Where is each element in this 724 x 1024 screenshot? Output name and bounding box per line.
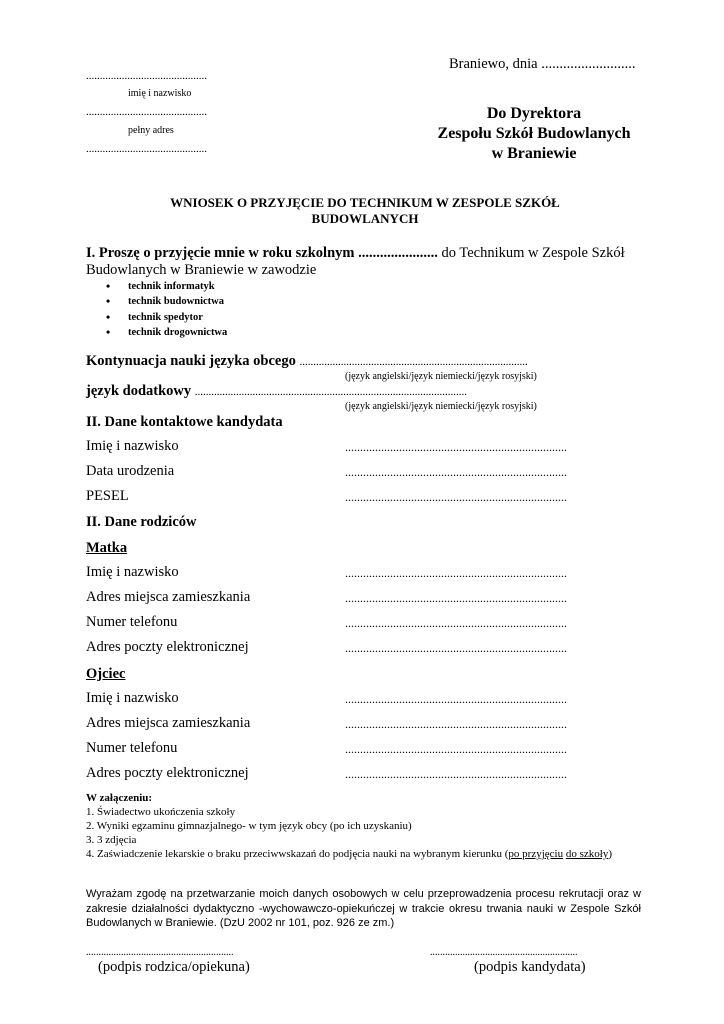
attachments-heading: W załączeniu: xyxy=(86,792,153,804)
candidate-signature-label: (podpis kandydata) xyxy=(474,959,586,975)
address-dots-2[interactable]: ............................................ xyxy=(86,143,207,155)
place-date: Braniewo, dnia .......................... xyxy=(449,56,636,72)
candidate-signature-dots[interactable]: ........................................................... xyxy=(430,947,578,958)
attachment-item-4-text: 4. Zaświadczenie lekarskie o braku przeciwwskazań do podjęcia nauki na wybranym kierunku ( xyxy=(86,848,509,860)
father-address-field[interactable]: .......................................................................... xyxy=(345,717,567,731)
consent-text: Wyrażam zgodę na przetwarzanie moich danych osobowych w celu przeprowadzenia procesu rekrutacji oraz w zakresie działalności dydaktyczno -wychowawczo-opiekuńczej w trakcie okresu trwania nauki w Zespole Szkół Budowlanych w Braniewie. (DzU 2002 nr 101, poz. 926 ze zm.) xyxy=(86,888,641,929)
mother-name-field[interactable]: .......................................................................... xyxy=(345,566,567,580)
addressee xyxy=(400,104,668,164)
attachment-item-4-close: ) xyxy=(608,848,613,860)
mother-phone-field[interactable]: .......................................................................... xyxy=(345,616,567,630)
parents-heading: II. Dane rodziców xyxy=(86,514,197,530)
father-heading: Ojciec xyxy=(86,666,126,682)
candidate-birthdate-field[interactable]: .......................................................................... xyxy=(345,465,567,479)
mother-address-label: Adres miejsca zamieszkania xyxy=(86,589,251,605)
father-email-label: Adres poczty elektronicznej xyxy=(86,765,249,781)
addressee-line-1: Do Dyrektora xyxy=(486,105,582,122)
section-1-line-2: Budowlanych w Braniewie w zawodzie xyxy=(86,262,317,278)
address-label: pełny adres xyxy=(128,125,174,136)
attachment-item-4-underline-1: po przyjęciu xyxy=(508,848,564,860)
candidate-name-label: Imię i nazwisko xyxy=(86,438,179,454)
language-additional-row xyxy=(86,383,467,400)
language-continuation-hint: (język angielski/język niemiecki/język rosyjski) xyxy=(345,371,537,382)
profession-item[interactable]: • technik spedytor xyxy=(128,310,227,325)
section-1-rest: do Technikum w Zespole Szkół xyxy=(437,245,625,261)
candidate-name-field[interactable]: .......................................................................... xyxy=(345,440,567,454)
candidate-heading: II. Dane kontaktowe kandydata xyxy=(86,414,283,430)
profession-item[interactable]: • technik budownictwa xyxy=(128,294,227,309)
mother-email-field[interactable]: .......................................................................... xyxy=(345,641,567,655)
profession-item[interactable]: • technik drogownictwa xyxy=(128,325,227,340)
mother-heading: Matka xyxy=(86,540,128,556)
language-additional-hint: (język angielski/język niemiecki/język rosyjski) xyxy=(345,401,537,412)
father-name-label: Imię i nazwisko xyxy=(86,690,179,706)
language-continuation-label: Kontynuacja nauki języka obcego xyxy=(86,353,296,369)
attachments xyxy=(86,791,641,861)
attachment-item-4-underline-2: do szkoły xyxy=(565,848,609,860)
name-label: imię i nazwisko xyxy=(128,88,192,99)
attachment-item: 3. 3 zdjęcia xyxy=(86,834,137,846)
parent-signature-dots[interactable]: ........................................................... xyxy=(86,947,234,958)
document-title xyxy=(86,195,644,227)
father-name-field[interactable]: .......................................................................... xyxy=(345,692,567,706)
title-line-2: BUDOWLANYCH xyxy=(311,211,419,226)
father-phone-field[interactable]: .......................................................................... xyxy=(345,742,567,756)
address-dots[interactable]: ............................................ xyxy=(86,106,207,118)
title-line-1: WNIOSEK O PRZYJĘCIE DO TECHNIKUM W ZESPOLE SZKÓŁ xyxy=(170,195,560,210)
father-phone-label: Numer telefonu xyxy=(86,740,178,756)
addressee-line-2: Zespołu Szkół Budowlanych xyxy=(437,125,631,142)
attachment-item: 2. Wyniki egzaminu gimnazjalnego- w tym język obcy (po ich uzyskaniu) xyxy=(86,820,412,832)
section-1-request: I. Proszę o przyjęcie mnie w roku szkolnym ...................... xyxy=(86,245,438,261)
language-additional-dots[interactable]: ................................................................................................... xyxy=(194,386,468,398)
language-continuation-row xyxy=(86,353,528,370)
mother-address-field[interactable]: .......................................................................... xyxy=(345,591,567,605)
candidate-birthdate-label: Data urodzenia xyxy=(86,463,175,479)
attachment-item: 1. Świadectwo ukończenia szkoły xyxy=(86,806,236,818)
profession-item[interactable]: • technik informatyk xyxy=(128,279,227,294)
profession-list xyxy=(128,279,227,340)
name-dots[interactable]: ............................................ xyxy=(86,70,207,82)
mother-name-label: Imię i nazwisko xyxy=(86,564,179,580)
candidate-pesel-field[interactable]: .......................................................................... xyxy=(345,490,567,504)
mother-email-label: Adres poczty elektronicznej xyxy=(86,639,249,655)
addressee-line-3: w Braniewie xyxy=(491,145,577,162)
language-continuation-dots[interactable]: ................................................................................... xyxy=(299,356,528,368)
father-address-label: Adres miejsca zamieszkania xyxy=(86,715,251,731)
father-email-field[interactable]: .......................................................................... xyxy=(345,767,567,781)
language-additional-label: język dodatkowy xyxy=(86,383,192,399)
section-1-line xyxy=(86,245,625,262)
mother-phone-label: Numer telefonu xyxy=(86,614,178,630)
attachment-item-4 xyxy=(86,847,641,861)
candidate-pesel-label: PESEL xyxy=(86,488,129,504)
parent-signature-label: (podpis rodzica/opiekuna) xyxy=(98,959,250,975)
